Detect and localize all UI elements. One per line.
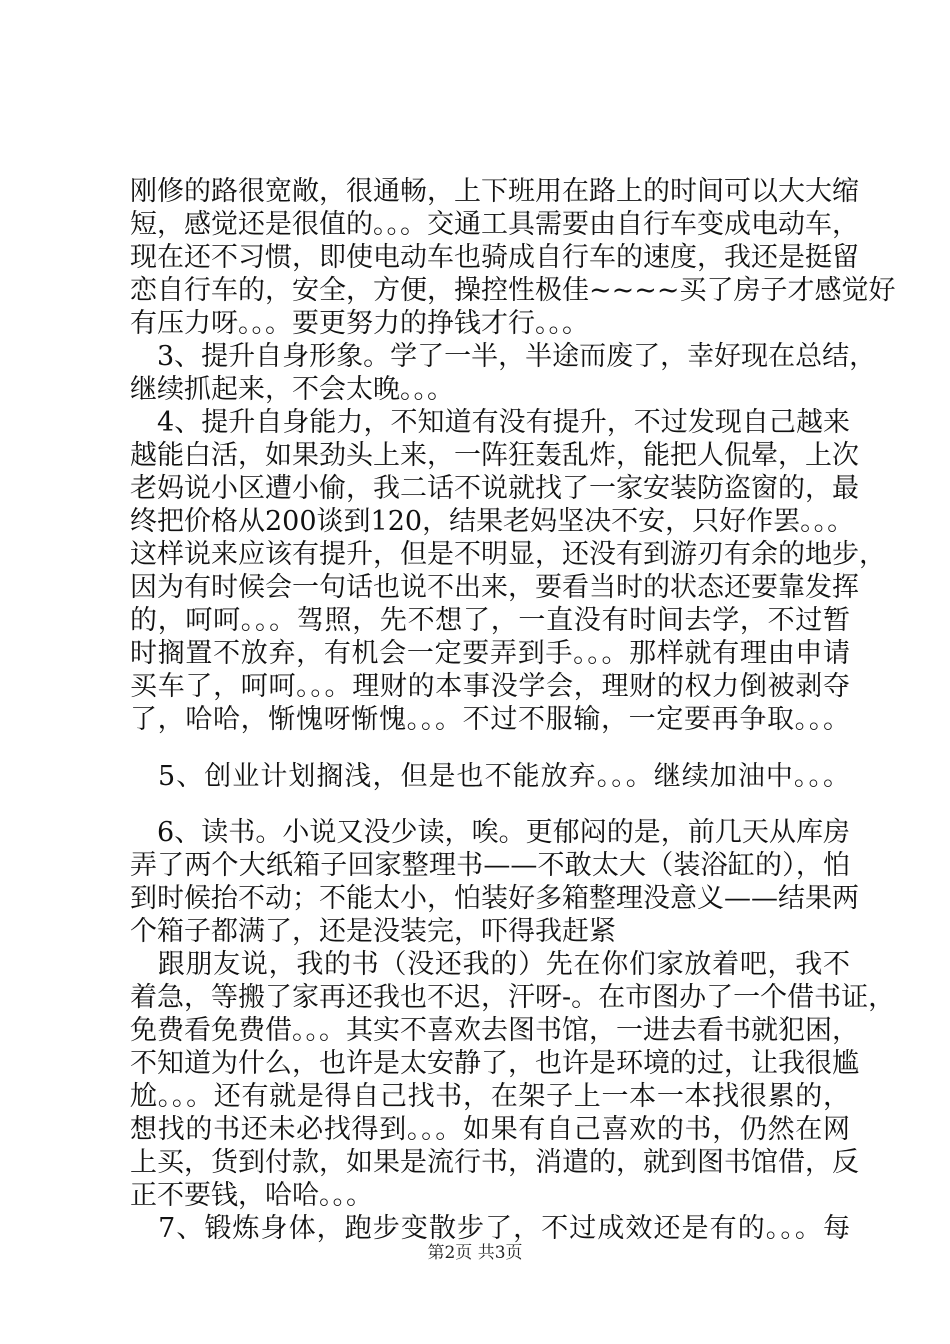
- body-text-line: 了，哈哈，惭愧呀惭愧。。。不过不服输，一定要再争取。。。: [130, 704, 850, 735]
- body-text-line: 5、创业计划搁浅，但是也不能放弃。。。继续加油中。。。: [130, 761, 850, 792]
- body-text-line: 越能白活，如果劲头上来，一阵狂轰乱炸，能把人侃晕，上次: [130, 440, 859, 471]
- body-text-line: 因为有时候会一句话也说不出来，要看当时的状态还要靠发挥: [130, 572, 859, 603]
- body-text-line: 有压力呀。。。要更努力的挣钱才行。。。: [130, 308, 589, 339]
- page-footer: 第2页 共3页: [427, 1243, 523, 1263]
- body-text-line: 个箱子都满了，还是没装完，吓得我赶紧: [130, 916, 616, 947]
- body-text-line: 继续抓起来，不会太晚。。。: [130, 374, 454, 405]
- body-text-line: 买车了，呵呵。。。理财的本事没学会，理财的权力倒被剥夺: [130, 671, 850, 702]
- body-text-line: 短，感觉还是很值的。。。交通工具需要由自行车变成电动车，: [130, 209, 859, 240]
- body-text-line: 现在还不习惯，即使电动车也骑成自行车的速度，我还是挺留: [130, 242, 859, 273]
- body-text-line: 6、读书。小说又没少读，唉。更郁闷的是，前几天从库房: [130, 817, 850, 848]
- body-text-line: 4、提升自身能力，不知道有没有提升，不过发现自己越来: [130, 407, 850, 438]
- body-text-line: 想找的书还未必找得到。。。如果有自己喜欢的书，仍然在网: [130, 1114, 850, 1145]
- body-text-line: 上买，货到付款，如果是流行书，消遣的，就到图书馆借，反: [130, 1147, 859, 1178]
- body-text-line: 尬。。。还有就是得自己找书，在架子上一本一本找很累的，: [130, 1081, 850, 1112]
- body-text-line: 刚修的路很宽敞，很通畅，上下班用在路上的时间可以大大缩: [130, 176, 859, 207]
- body-text-line: 终把价格从200谈到120，结果老妈坚决不安，只好作罢。。。: [130, 506, 855, 537]
- body-text-line: 这样说来应该有提升，但是不明显，还没有到游刃有余的地步，: [130, 539, 886, 570]
- body-text-line: 到时候抬不动；不能太小，怕装好多箱整理没意义——结果两: [130, 883, 859, 914]
- body-text-line: 时搁置不放弃，有机会一定要弄到手。。。那样就有理由申请: [130, 638, 850, 669]
- body-text-line: 着急，等搬了家再还我也不迟，汗呀-。在市图办了一个借书证，: [130, 982, 896, 1013]
- body-text-line: 老妈说小区遭小偷，我二话不说就找了一家安装防盗窗的，最: [130, 473, 859, 504]
- body-text-line: 不知道为什么，也许是太安静了，也许是环境的过，让我很尴: [130, 1048, 859, 1079]
- body-text-line: 弄了两个大纸箱子回家整理书——不敢太大（装浴缸的），怕: [130, 850, 850, 881]
- body-text-line: 恋自行车的，安全，方便，操控性极佳~~~~买了房子才感觉好: [130, 275, 896, 306]
- body-text-line: 正不要钱，哈哈。。。: [130, 1180, 373, 1211]
- body-text-line: 7、锻炼身体，跑步变散步了，不过成效还是有的。。。每: [130, 1213, 850, 1244]
- body-text-line: 的，呵呵。。。驾照，先不想了，一直没有时间去学，不过暂: [130, 605, 850, 636]
- body-text-line: 跟朋友说，我的书（没还我的）先在你们家放着吧，我不: [130, 949, 850, 980]
- body-text-line: 免费看免费借。。。其实不喜欢去图书馆，一进去看书就犯困，: [130, 1015, 859, 1046]
- body-text-line: 3、提升自身形象。学了一半，半途而废了，幸好现在总结，: [130, 341, 877, 372]
